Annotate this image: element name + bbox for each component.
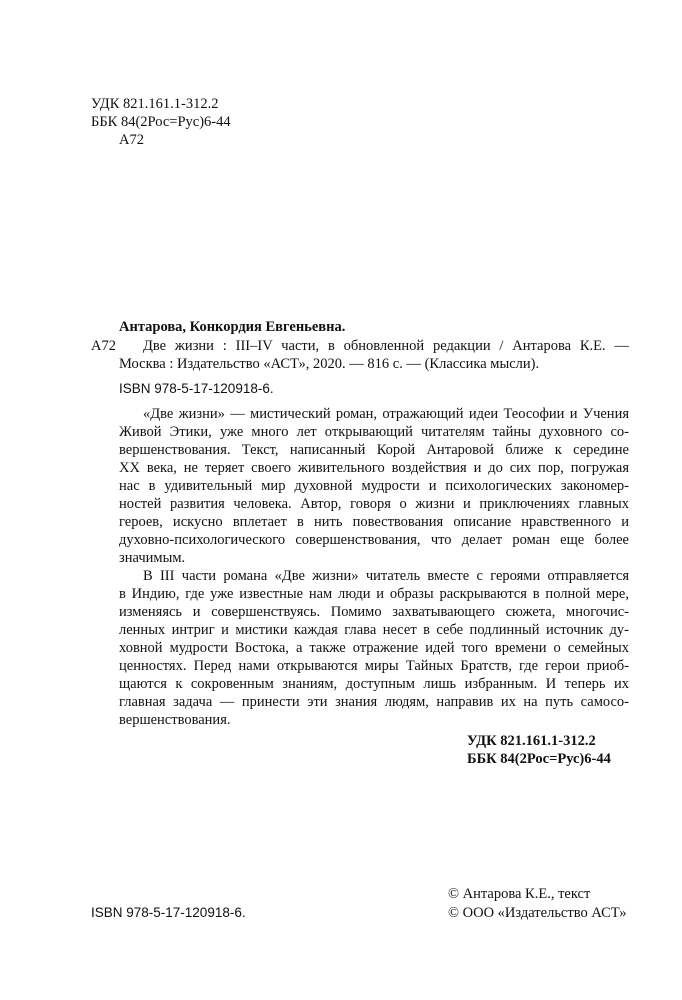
annotation-p2-line: щаются к сокровенным знаниям, доступным лишь избранным. И теперь их (119, 676, 629, 692)
author-name: Антарова, Конкордия Евгеньевна. (119, 319, 346, 335)
isbn-footer: ISBN 978-5-17-120918-6. (91, 905, 246, 920)
author-mark-top: А72 (119, 132, 144, 148)
annotation-p2-line: вершенствования. (119, 712, 231, 728)
author-mark-bibliographic: А72 (91, 338, 116, 354)
annotation-p1-line: ностей развития человека. Автор, говоря о жизни и приключениях главных (119, 496, 629, 512)
bbk-code-bottom: ББК 84(2Рос=Рус)6-44 (467, 751, 611, 767)
copyright-publisher: © ООО «Издательство АСТ» (448, 905, 627, 921)
annotation-p1-line: вершенствования. Текст, написанный Корой Антаровой ближе к середине (119, 442, 629, 458)
annotation-p1-line: нас в удивительный мир духовной мудрости и психологических закономер- (119, 478, 629, 494)
annotation-p1-line: XX века, не теряет своего живительного воздействия и до сих пор, погружая (119, 460, 629, 476)
annotation-p2-line: в Индию, где уже известные нам люди и образы раскрываются в полной мере, (119, 586, 629, 602)
annotation-p2-line: главная задача — принести эти знания людям, направив их на путь самосо- (119, 694, 629, 710)
annotation-p1-line: «Две жизни» — мистический роман, отражающий идеи Теософии и Учения (143, 406, 629, 422)
annotation-p2-line: ценностях. Перед нами открываются миры Тайных Братств, где герои приоб- (119, 658, 629, 674)
book-title-line-2: Москва : Издательство «АСТ», 2020. — 816 с. — (Классика мысли). (119, 356, 540, 372)
bbk-code-top: ББК 84(2Рос=Рус)6-44 (91, 114, 231, 130)
annotation-p1-line: значимым. (119, 550, 186, 566)
annotation-p2-line: ховной мудрости Востока, а также отражение идей того времени о семейных (119, 640, 629, 656)
annotation-p2-line: В III части романа «Две жизни» читатель вместе с героями отправляется (143, 568, 629, 584)
book-title-line-1: Две жизни : III–IV части, в обновленной редакции / Антарова К.Е. — (143, 338, 629, 354)
annotation-p1-line: духовно-психологического совершенствования, что делает роман еще более (119, 532, 629, 548)
copyright-author: © Антарова К.Е., текст (448, 886, 591, 902)
annotation-p1-line: Живой Этики, уже много лет открывающий читателям тайны духовного со- (119, 424, 629, 440)
isbn-bibliographic: ISBN 978-5-17-120918-6. (119, 381, 274, 396)
annotation-p2-line: изменяясь и совершенствуясь. Помимо захватывающего сюжета, многочис- (119, 604, 629, 620)
annotation-p2-line: ленных интриг и мистики каждая глава несет в себе подлинный источник ду- (119, 622, 629, 638)
udk-code-top: УДК 821.161.1-312.2 (91, 96, 219, 112)
udk-code-bottom: УДК 821.161.1-312.2 (467, 733, 596, 749)
annotation-p1-line: героев, искусно вплетает в нить повествования описание нравственного и (119, 514, 629, 530)
